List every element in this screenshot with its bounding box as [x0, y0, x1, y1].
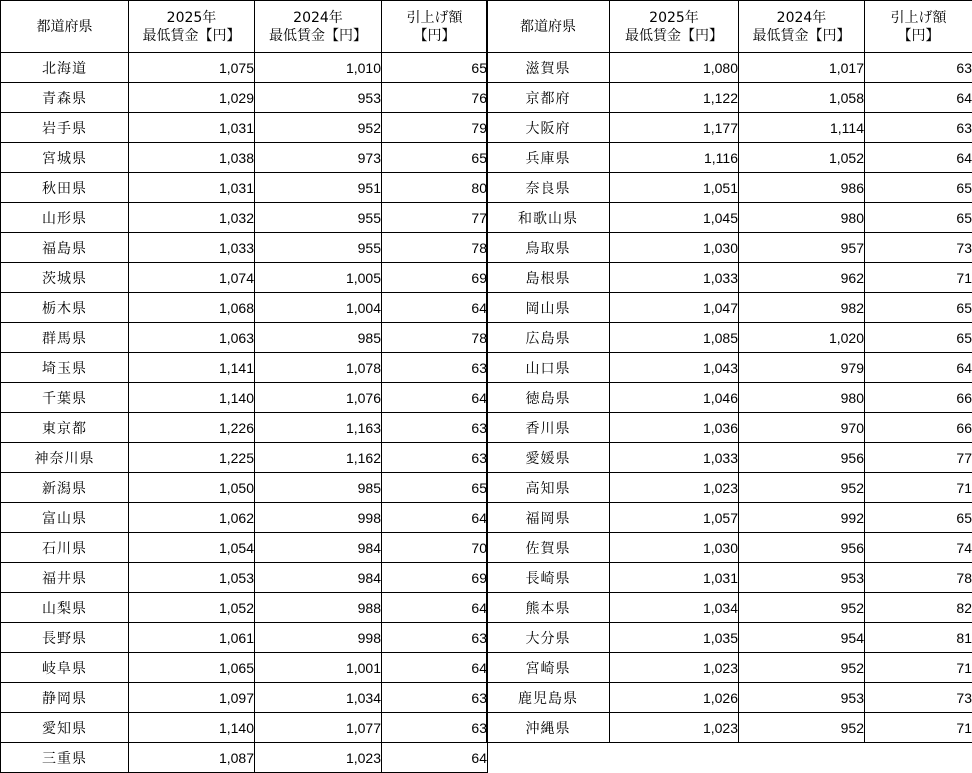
right-table-body	[487, 53, 972, 743]
increase-cell: 65	[382, 53, 488, 83]
wage-2025-cell: 1,065	[129, 653, 255, 683]
table-row	[487, 83, 972, 113]
wage-2025-cell: 1,225	[129, 443, 255, 473]
increase-cell: 64	[382, 593, 488, 623]
wage-2025-cell: 1,063	[129, 323, 255, 353]
table-row	[487, 533, 972, 563]
increase-cell: 73	[865, 683, 972, 713]
header-increase-line2: 【円】	[897, 27, 940, 44]
header-row	[1, 1, 488, 53]
wage-2024-cell: 956	[739, 533, 865, 563]
wage-2025-cell: 1,116	[610, 143, 739, 173]
wage-2025-cell: 1,046	[610, 383, 739, 413]
prefecture-cell: 和歌山県	[487, 203, 610, 233]
wage-2024-cell: 1,052	[739, 143, 865, 173]
wage-2024-cell: 1,023	[255, 743, 382, 773]
wage-2024-cell: 1,078	[255, 353, 382, 383]
header-2024-wage	[739, 1, 865, 53]
increase-cell: 65	[865, 323, 972, 353]
wage-2025-cell: 1,068	[129, 293, 255, 323]
increase-cell: 69	[382, 263, 488, 293]
wage-2025-cell: 1,045	[610, 203, 739, 233]
wage-2025-cell: 1,140	[129, 383, 255, 413]
increase-cell: 63	[865, 113, 972, 143]
table-row	[487, 683, 972, 713]
prefecture-cell: 奈良県	[487, 173, 610, 203]
wage-2025-cell: 1,023	[610, 653, 739, 683]
prefecture-cell: 高知県	[487, 473, 610, 503]
header-increase-line1: 引上げ額	[406, 9, 463, 26]
wage-2025-cell: 1,038	[129, 143, 255, 173]
increase-cell: 77	[865, 443, 972, 473]
prefecture-cell: 香川県	[487, 413, 610, 443]
wage-2024-cell: 984	[255, 563, 382, 593]
increase-cell: 80	[382, 173, 488, 203]
wage-2025-cell: 1,053	[129, 563, 255, 593]
wage-2024-cell: 998	[255, 623, 382, 653]
wage-2024-cell: 979	[739, 353, 865, 383]
table-row	[1, 203, 488, 233]
wage-2025-cell: 1,141	[129, 353, 255, 383]
prefecture-cell: 大分県	[487, 623, 610, 653]
wage-2024-cell: 992	[739, 503, 865, 533]
table-row	[1, 413, 488, 443]
wage-2025-cell: 1,047	[610, 293, 739, 323]
table-row	[1, 473, 488, 503]
prefecture-cell: 滋賀県	[487, 53, 610, 83]
prefecture-cell: 富山県	[1, 503, 129, 533]
prefecture-cell: 熊本県	[487, 593, 610, 623]
prefecture-cell: 沖縄県	[487, 713, 610, 743]
prefecture-cell: 青森県	[1, 83, 129, 113]
header-2024-line2: 最低賃金【円】	[752, 27, 851, 44]
table-row	[1, 713, 488, 743]
wage-2025-cell: 1,031	[129, 113, 255, 143]
table-row	[1, 143, 488, 173]
table-row	[1, 623, 488, 653]
wage-2025-cell: 1,031	[129, 173, 255, 203]
increase-cell: 63	[382, 623, 488, 653]
table-row	[1, 353, 488, 383]
wage-2025-cell: 1,226	[129, 413, 255, 443]
prefecture-cell: 長崎県	[487, 563, 610, 593]
increase-cell: 71	[865, 713, 972, 743]
prefecture-cell: 埼玉県	[1, 353, 129, 383]
wage-2024-cell: 1,162	[255, 443, 382, 473]
prefecture-cell: 徳島県	[487, 383, 610, 413]
increase-cell: 76	[382, 83, 488, 113]
wage-2024-cell: 986	[739, 173, 865, 203]
wage-table-right	[486, 0, 972, 743]
table-row	[487, 173, 972, 203]
increase-cell: 70	[382, 533, 488, 563]
wage-2024-cell: 980	[739, 203, 865, 233]
prefecture-cell: 愛知県	[1, 713, 129, 743]
wage-2024-cell: 953	[739, 683, 865, 713]
table-row	[1, 323, 488, 353]
increase-cell: 64	[382, 653, 488, 683]
wage-2025-cell: 1,030	[610, 233, 739, 263]
increase-cell: 64	[382, 293, 488, 323]
increase-cell: 78	[865, 563, 972, 593]
header-increase-line1: 引上げ額	[890, 9, 947, 26]
prefecture-cell: 宮崎県	[487, 653, 610, 683]
table-row	[487, 143, 972, 173]
wage-2024-cell: 952	[739, 593, 865, 623]
table-row	[1, 563, 488, 593]
header-2025-line2: 最低賃金【円】	[142, 27, 241, 44]
header-row	[487, 1, 972, 53]
wage-2025-cell: 1,033	[610, 263, 739, 293]
header-increase-line2: 【円】	[413, 27, 456, 44]
wage-2025-cell: 1,122	[610, 83, 739, 113]
header-increase	[382, 1, 488, 53]
increase-cell: 64	[382, 503, 488, 533]
table-row	[487, 413, 972, 443]
prefecture-cell: 福島県	[1, 233, 129, 263]
wage-2024-cell: 1,005	[255, 263, 382, 293]
table-row	[487, 323, 972, 353]
prefecture-cell: 愛媛県	[487, 443, 610, 473]
increase-cell: 65	[865, 173, 972, 203]
prefecture-cell: 大阪府	[487, 113, 610, 143]
wage-2024-cell: 1,017	[739, 53, 865, 83]
prefecture-cell: 福岡県	[487, 503, 610, 533]
prefecture-cell: 群馬県	[1, 323, 129, 353]
wage-2024-cell: 982	[739, 293, 865, 323]
wage-2025-cell: 1,097	[129, 683, 255, 713]
table-row	[1, 653, 488, 683]
wage-2025-cell: 1,033	[610, 443, 739, 473]
prefecture-cell: 山梨県	[1, 593, 129, 623]
wage-2025-cell: 1,035	[610, 623, 739, 653]
header-2024-line2: 最低賃金【円】	[269, 27, 367, 44]
increase-cell: 66	[865, 383, 972, 413]
prefecture-cell: 兵庫県	[487, 143, 610, 173]
table-row	[487, 383, 972, 413]
increase-cell: 71	[865, 473, 972, 503]
wage-2024-cell: 980	[739, 383, 865, 413]
increase-cell: 64	[865, 143, 972, 173]
prefecture-cell: 三重県	[1, 743, 129, 773]
increase-cell: 74	[865, 533, 972, 563]
wage-2024-cell: 988	[255, 593, 382, 623]
increase-cell: 63	[382, 683, 488, 713]
wage-2025-cell: 1,050	[129, 473, 255, 503]
wage-2024-cell: 952	[739, 653, 865, 683]
table-row	[1, 443, 488, 473]
increase-cell: 65	[865, 503, 972, 533]
wage-2024-cell: 1,001	[255, 653, 382, 683]
wage-2024-cell: 955	[255, 203, 382, 233]
wage-2025-cell: 1,177	[610, 113, 739, 143]
wage-2024-cell: 985	[255, 323, 382, 353]
prefecture-cell: 神奈川県	[1, 443, 129, 473]
increase-cell: 82	[865, 593, 972, 623]
prefecture-cell: 静岡県	[1, 683, 129, 713]
wage-2025-cell: 1,023	[610, 713, 739, 743]
wage-2024-cell: 1,034	[255, 683, 382, 713]
table-row	[487, 443, 972, 473]
header-prefecture: 都道府県	[1, 1, 129, 53]
increase-cell: 78	[382, 323, 488, 353]
wage-2024-cell: 984	[255, 533, 382, 563]
table-row	[1, 83, 488, 113]
wage-2024-cell: 1,004	[255, 293, 382, 323]
wage-2025-cell: 1,033	[129, 233, 255, 263]
table-row	[487, 503, 972, 533]
table-row	[1, 233, 488, 263]
prefecture-cell: 福井県	[1, 563, 129, 593]
increase-cell: 69	[382, 563, 488, 593]
header-2025-line1: 2025年	[166, 9, 217, 26]
wage-2024-cell: 952	[739, 473, 865, 503]
prefecture-cell: 長野県	[1, 623, 129, 653]
prefecture-cell: 石川県	[1, 533, 129, 563]
prefecture-cell: 岐阜県	[1, 653, 129, 683]
table-row	[1, 383, 488, 413]
prefecture-cell: 岡山県	[487, 293, 610, 323]
increase-cell: 64	[382, 383, 488, 413]
table-row	[487, 263, 972, 293]
prefecture-cell: 山口県	[487, 353, 610, 383]
header-prefecture: 都道府県	[487, 1, 610, 53]
wage-2025-cell: 1,087	[129, 743, 255, 773]
wage-2025-cell: 1,075	[129, 53, 255, 83]
header-2025-line2: 最低賃金【円】	[625, 27, 723, 44]
header-2025-wage	[610, 1, 739, 53]
wage-2024-cell: 1,020	[739, 323, 865, 353]
wage-2025-cell: 1,085	[610, 323, 739, 353]
increase-cell: 63	[382, 713, 488, 743]
table-row	[1, 113, 488, 143]
table-row	[1, 683, 488, 713]
table-row	[487, 473, 972, 503]
wage-2025-cell: 1,052	[129, 593, 255, 623]
wage-2024-cell: 1,114	[739, 113, 865, 143]
table-row	[487, 713, 972, 743]
table-row	[1, 173, 488, 203]
wage-2024-cell: 957	[739, 233, 865, 263]
table-row	[487, 293, 972, 323]
wage-2024-cell: 1,077	[255, 713, 382, 743]
wage-2024-cell: 956	[739, 443, 865, 473]
wage-2024-cell: 953	[255, 83, 382, 113]
wage-2024-cell: 998	[255, 503, 382, 533]
increase-cell: 77	[382, 203, 488, 233]
wage-2024-cell: 952	[255, 113, 382, 143]
prefecture-cell: 佐賀県	[487, 533, 610, 563]
wage-2024-cell: 1,076	[255, 383, 382, 413]
wage-2025-cell: 1,061	[129, 623, 255, 653]
increase-cell: 63	[382, 353, 488, 383]
prefecture-cell: 島根県	[487, 263, 610, 293]
header-2024-line1: 2024年	[776, 9, 827, 26]
wage-2025-cell: 1,062	[129, 503, 255, 533]
wage-2025-cell: 1,057	[610, 503, 739, 533]
table-row	[487, 53, 972, 83]
table-row	[1, 263, 488, 293]
increase-cell: 78	[382, 233, 488, 263]
prefecture-cell: 京都府	[487, 83, 610, 113]
increase-cell: 79	[382, 113, 488, 143]
wage-2024-cell: 985	[255, 473, 382, 503]
table-row	[1, 593, 488, 623]
increase-cell: 63	[382, 443, 488, 473]
increase-cell: 65	[865, 293, 972, 323]
wage-2024-cell: 954	[739, 623, 865, 653]
table-row	[1, 293, 488, 323]
increase-cell: 65	[865, 203, 972, 233]
increase-cell: 81	[865, 623, 972, 653]
increase-cell: 65	[382, 143, 488, 173]
wage-2024-cell: 1,010	[255, 53, 382, 83]
prefecture-cell: 鹿児島県	[487, 683, 610, 713]
table-row	[487, 353, 972, 383]
header-2025-wage	[129, 1, 255, 53]
prefecture-cell: 新潟県	[1, 473, 129, 503]
increase-cell: 71	[865, 653, 972, 683]
prefecture-cell: 東京都	[1, 413, 129, 443]
table-row	[487, 563, 972, 593]
table-row	[487, 623, 972, 653]
header-2024-wage	[255, 1, 382, 53]
prefecture-cell: 鳥取県	[487, 233, 610, 263]
wage-2025-cell: 1,080	[610, 53, 739, 83]
wage-2025-cell: 1,054	[129, 533, 255, 563]
increase-cell: 63	[382, 413, 488, 443]
wage-2025-cell: 1,051	[610, 173, 739, 203]
table-row	[487, 233, 972, 263]
increase-cell: 66	[865, 413, 972, 443]
wage-2024-cell: 1,163	[255, 413, 382, 443]
wage-2025-cell: 1,023	[610, 473, 739, 503]
prefecture-cell: 茨城県	[1, 263, 129, 293]
wage-2024-cell: 951	[255, 173, 382, 203]
wage-2025-cell: 1,029	[129, 83, 255, 113]
prefecture-cell: 岩手県	[1, 113, 129, 143]
table-row	[1, 533, 488, 563]
wage-2024-cell: 1,058	[739, 83, 865, 113]
wage-2025-cell: 1,031	[610, 563, 739, 593]
wage-2024-cell: 962	[739, 263, 865, 293]
header-increase	[865, 1, 972, 53]
prefecture-cell: 秋田県	[1, 173, 129, 203]
table-row	[1, 53, 488, 83]
wage-2024-cell: 970	[739, 413, 865, 443]
increase-cell: 64	[382, 743, 488, 773]
table-row	[487, 653, 972, 683]
wage-2024-cell: 952	[739, 713, 865, 743]
increase-cell: 65	[382, 473, 488, 503]
header-2024-line1: 2024年	[293, 9, 343, 26]
wage-2024-cell: 953	[739, 563, 865, 593]
increase-cell: 64	[865, 353, 972, 383]
wage-2025-cell: 1,043	[610, 353, 739, 383]
prefecture-cell: 北海道	[1, 53, 129, 83]
table-row	[487, 593, 972, 623]
wage-2025-cell: 1,036	[610, 413, 739, 443]
prefecture-cell: 千葉県	[1, 383, 129, 413]
wage-2025-cell: 1,074	[129, 263, 255, 293]
wage-2025-cell: 1,030	[610, 533, 739, 563]
table-row	[1, 503, 488, 533]
table-row	[487, 113, 972, 143]
increase-cell: 73	[865, 233, 972, 263]
wage-2024-cell: 973	[255, 143, 382, 173]
wage-2025-cell: 1,140	[129, 713, 255, 743]
wage-2025-cell: 1,034	[610, 593, 739, 623]
table-row	[1, 743, 488, 773]
wage-2025-cell: 1,032	[129, 203, 255, 233]
wage-2024-cell: 955	[255, 233, 382, 263]
prefecture-cell: 広島県	[487, 323, 610, 353]
header-2025-line1: 2025年	[649, 9, 699, 26]
prefecture-cell: 山形県	[1, 203, 129, 233]
left-table-body	[1, 53, 488, 773]
increase-cell: 63	[865, 53, 972, 83]
increase-cell: 71	[865, 263, 972, 293]
wage-2025-cell: 1,026	[610, 683, 739, 713]
prefecture-cell: 宮城県	[1, 143, 129, 173]
prefecture-cell: 栃木県	[1, 293, 129, 323]
increase-cell: 64	[865, 83, 972, 113]
table-row	[487, 203, 972, 233]
